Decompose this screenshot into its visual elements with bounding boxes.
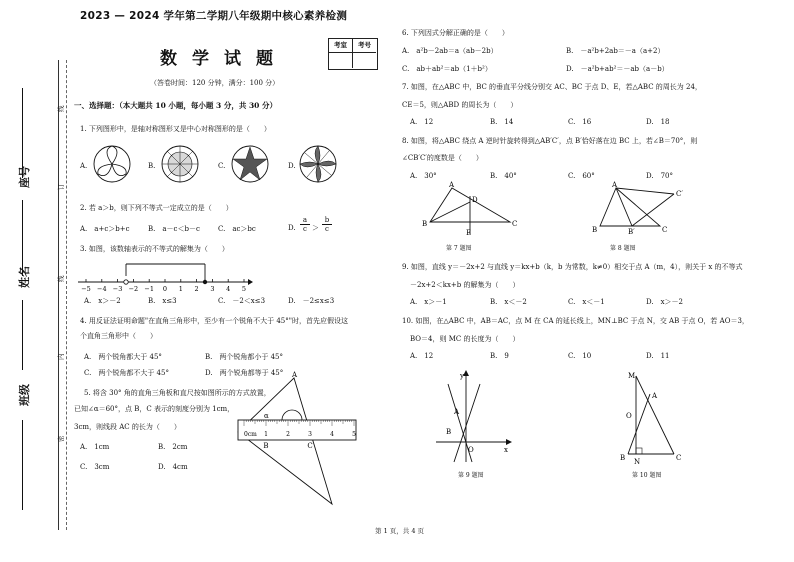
q8-label-c-prime: C′ xyxy=(676,190,683,198)
q1-option-a: A. xyxy=(80,162,88,170)
q2-frac-den-b: c xyxy=(325,225,329,233)
binding-line xyxy=(58,60,59,530)
q2-stem: 2. 若 a＞b，则下列不等式一定成立的是（ ） xyxy=(80,204,233,212)
ring-figure-icon xyxy=(160,144,200,184)
q5-label-a: A xyxy=(292,371,298,379)
number-line-tick-label: −5 xyxy=(81,285,91,293)
star-figure-icon xyxy=(230,144,270,184)
score-box-room-cell xyxy=(329,53,353,68)
q10-option-c: C. 10 xyxy=(568,352,592,360)
class-line-lower xyxy=(22,420,23,510)
q7-stem-line2: CE＝5，则△ABD 的周长为（ ） xyxy=(402,101,518,109)
cut-line xyxy=(66,60,67,530)
q8-caption: 第 8 题图 xyxy=(610,245,636,252)
q1-option-b: B. xyxy=(148,162,156,170)
q7-caption: 第 7 题图 xyxy=(446,245,472,252)
number-line-tick-label: −4 xyxy=(97,285,107,293)
score-box-number-label: 考号 xyxy=(353,39,376,53)
q10-label-n: N xyxy=(634,458,641,466)
q8-option-b: B. 40° xyxy=(490,172,517,180)
q8-stem-line2: ∠CB′C′的度数是（ ） xyxy=(402,154,483,162)
margin-ding: 订 xyxy=(57,183,65,190)
q10-label-a: A xyxy=(652,392,658,400)
exam-title: 2023 — 2024 学年第二学期八年级期中核心素养检测 xyxy=(80,10,348,22)
q10-label-c: C xyxy=(676,454,682,462)
q8-figure xyxy=(590,182,690,242)
q10-figure xyxy=(614,370,698,466)
q7-option-b: B. 14 xyxy=(490,118,514,126)
q8-label-c: C xyxy=(662,226,668,234)
q9-stem-line1: 9. 如图，直线 y＝－2x+2 与直线 y＝kx+b（k，b 为常数，k≠0）相交于点 A（m，4），则关于 x 的不等式 xyxy=(402,263,743,271)
number-line-tick-label: 0 xyxy=(162,285,168,293)
q10-label-m: M xyxy=(628,372,636,380)
number-line-tick-label: −2 xyxy=(128,285,139,293)
q7-stem-line1: 7. 如图，在△ABC 中，BC 的垂直平分线分别交 AC、BC 于点 D、E，若△ABC 的周长为 24， xyxy=(402,83,702,91)
q10-label-o: O xyxy=(626,412,632,420)
q8-option-d: D. 70° xyxy=(646,172,673,180)
q4-option-c: C. 两个锐角都不大于 45° xyxy=(84,369,169,377)
q9-figure xyxy=(432,370,516,466)
q6-option-d: D. －a²b+ab²＝－ab（a－b） xyxy=(566,65,669,73)
q8-label-b: B xyxy=(592,226,598,234)
q5-point-label: B xyxy=(263,442,269,450)
q5-stem-line3: 3cm，则线段 AC 的长为（ ） xyxy=(74,423,181,431)
q9-label-b: B xyxy=(446,428,452,436)
score-box-room-label: 考室 xyxy=(329,39,353,53)
q10-option-d: D. 11 xyxy=(646,352,670,360)
margin-mi: 密 xyxy=(57,435,65,442)
q2-option-b: B. a－c＜b－c xyxy=(148,225,200,233)
q9-option-b: B. x＜－2 xyxy=(490,298,527,306)
page-footer: 第 1 页，共 4 页 xyxy=(375,527,425,535)
q4-option-b: B. 两个锐角都小于 45° xyxy=(205,353,284,361)
q8-label-b-prime: B′ xyxy=(628,228,635,236)
q1-stem: 1. 下列图形中，是轴对称图形又是中心对称图形的是（ ） xyxy=(80,125,271,133)
q10-label-b: B xyxy=(620,454,626,462)
seat-line xyxy=(22,88,23,178)
class-label: 班级 xyxy=(18,384,31,406)
number-line-tick-label: 2 xyxy=(194,285,199,293)
q5-stem-line2: 已知∠α＝60°，点 B，C 表示的刻度分别为 1cm， xyxy=(74,405,235,413)
number-line-tick-label: 3 xyxy=(210,285,215,293)
q3-option-b: B. x≤3 xyxy=(148,297,177,305)
exam-info: （答卷时间：120 分钟，满分：100 分） xyxy=(150,79,280,87)
trefoil-figure-icon xyxy=(92,144,132,184)
q5-label-alpha: α xyxy=(264,412,269,420)
q9-label-o: O xyxy=(468,446,474,454)
ruler-label: 0cm xyxy=(244,431,257,438)
q7-option-d: D. 18 xyxy=(646,118,670,126)
q7-option-a: A. 12 xyxy=(410,118,434,126)
q5-option-a: A. 1cm xyxy=(80,443,110,451)
name-line xyxy=(22,200,23,276)
q10-stem-line2: BO＝4，则 MC 的长度为（ ） xyxy=(410,335,520,343)
number-line-tick-label: 5 xyxy=(241,285,247,293)
q10-option-b: B. 9 xyxy=(490,352,509,360)
q8-option-c: C. 60° xyxy=(568,172,595,180)
q10-option-a: A. 12 xyxy=(410,352,434,360)
q5-option-d: D. 4cm xyxy=(158,463,188,471)
q5-option-b: B. 2cm xyxy=(158,443,188,451)
q6-stem: 6. 下列因式分解正确的是（ ） xyxy=(402,29,509,37)
section-heading: 一、选择题：（本大题共 10 小题，每小题 3 分，共 30 分） xyxy=(74,101,278,110)
q10-stem-line1: 10. 如图，在△ABC 中，AB＝AC，点 M 在 CA 的延长线上，MN⊥BC 于点 N，交 AB 于点 O，若 AO＝3， xyxy=(402,317,749,325)
ruler-label: 3 xyxy=(308,431,312,438)
q7-figure xyxy=(420,182,520,242)
number-line-tick-label: −3 xyxy=(112,285,123,293)
subject-title: 数学试题 xyxy=(160,49,288,69)
q3-stem: 3. 如图，该数轴表示的不等式的解集为（ ） xyxy=(80,245,229,253)
ruler-label: 1 xyxy=(264,431,268,438)
q4-option-d: D. 两个锐角都等于 45° xyxy=(205,369,284,377)
ruler-label: 4 xyxy=(330,431,334,438)
ruler-label: 5 xyxy=(352,431,356,438)
q5-stem-line1: 5. 将含 30° 角的直角三角板和直尺按如图所示的方式放置， xyxy=(84,389,271,397)
q9-option-c: C. x＜－1 xyxy=(568,298,605,306)
number-line-tick-label: 4 xyxy=(226,285,231,293)
q4-stem-line2: 个直角三角形中（ ） xyxy=(80,332,157,340)
q7-label-b: B xyxy=(422,220,428,228)
q9-label-a: A xyxy=(454,408,460,416)
q4-stem-line1: 4. 用反证法证明命题"在直角三角形中，至少有一个锐角不大于 45°"时，首先应假设这 xyxy=(80,317,348,325)
number-line-figure xyxy=(72,258,252,292)
seat-label: 座号 xyxy=(18,166,31,188)
q7-label-e: E xyxy=(466,229,472,237)
q2-fraction-b xyxy=(322,216,332,233)
q2-frac-num-a: a xyxy=(300,216,310,225)
q9-option-a: A. x＞－1 xyxy=(410,298,447,306)
score-box xyxy=(328,38,378,70)
name-label: 姓名 xyxy=(18,266,31,288)
q5-option-c: C. 3cm xyxy=(80,463,110,471)
q6-option-a: A. a²b－2ab＝a（ab－2b） xyxy=(402,47,498,55)
class-line xyxy=(22,300,23,370)
q2-fraction-a xyxy=(300,216,310,233)
number-line-tick-label: 1 xyxy=(178,285,183,293)
ruler-label: 2 xyxy=(286,431,290,438)
q9-stem-line2: －2x+2＜kx+b 的解集为（ ） xyxy=(410,281,520,289)
q10-caption: 第 10 题图 xyxy=(632,472,662,479)
q9-label-y: y xyxy=(460,372,464,380)
q5-point-label: C xyxy=(307,442,313,450)
q5-figure xyxy=(234,372,364,512)
q9-caption: 第 9 题图 xyxy=(458,472,484,479)
q7-label-c: C xyxy=(512,220,518,228)
q6-option-c: C. ab＋ab²＝ab（1＋b²） xyxy=(402,65,492,73)
margin-nei: 内 xyxy=(57,353,65,360)
q3-option-d: D. －2≤x≤3 xyxy=(288,297,335,305)
q1-option-c: C. xyxy=(218,162,226,170)
margin-xian: 线 xyxy=(57,275,65,282)
q8-label-a: A xyxy=(612,181,618,189)
q7-option-c: C. 16 xyxy=(568,118,592,126)
q3-option-a: A. x＞－2 xyxy=(84,297,121,305)
pinwheel-figure-icon xyxy=(298,144,338,184)
q2-fraction-rel: ＞ xyxy=(312,224,319,232)
q9-option-d: D. x＞－2 xyxy=(646,298,683,306)
q2-frac-num-b: b xyxy=(322,216,332,225)
q7-label-d: D xyxy=(472,196,478,204)
q4-option-a: A. 两个锐角都大于 45° xyxy=(84,353,162,361)
q1-option-d: D. xyxy=(288,162,296,170)
q9-label-x: x xyxy=(504,446,508,454)
q2-option-a: A. a+c＞b+c xyxy=(80,225,130,233)
q2-frac-den-a: c xyxy=(303,225,307,233)
number-line-tick-label: −1 xyxy=(144,285,154,293)
margin-xian-top: 线 xyxy=(57,105,65,112)
q3-option-c: C. －2＜x≤3 xyxy=(218,297,266,305)
q7-label-a: A xyxy=(449,181,455,189)
q8-stem-line1: 8. 如图，将△ABC 绕点 A 逆时针旋转得到△AB′C′，点 B′恰好落在边 BC 上，若∠B＝70°，则 xyxy=(402,137,698,145)
q6-option-b: B. －a²b+2ab＝－a（a+2） xyxy=(566,47,665,55)
q8-option-a: A. 30° xyxy=(410,172,437,180)
q2-option-d: D. xyxy=(288,224,296,232)
q2-option-c: C. ac＞bc xyxy=(218,225,256,233)
